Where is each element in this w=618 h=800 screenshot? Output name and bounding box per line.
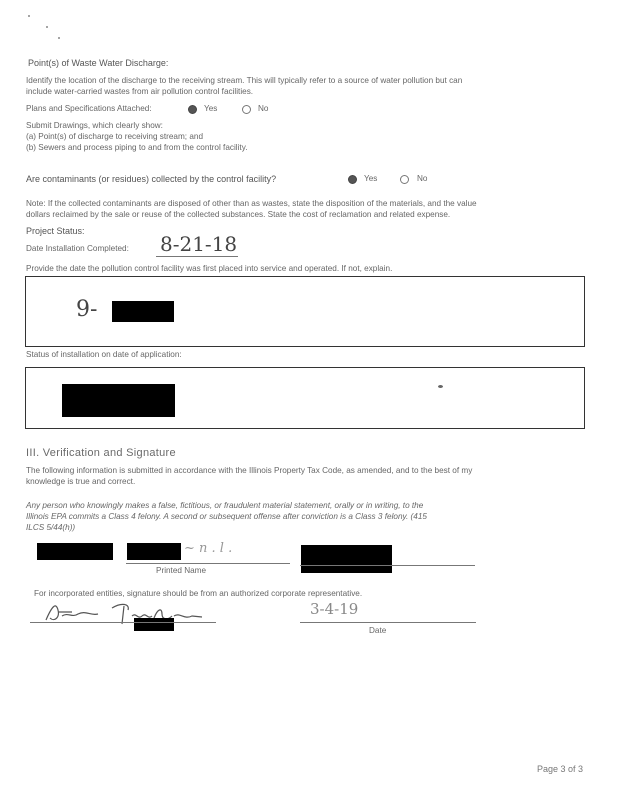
contaminants-no-label: No xyxy=(417,174,428,183)
redaction-box xyxy=(62,384,175,417)
date-completed-label: Date Installation Completed: xyxy=(26,244,129,253)
date-completed-underline xyxy=(156,256,238,257)
date-signed-value: 3-4-19 xyxy=(310,600,359,618)
contaminants-yes-radio[interactable] xyxy=(348,175,357,184)
contaminants-note-line1: Note: If the collected contaminants are disposed of other than as wastes, state the disposition of the materials, and the value xyxy=(26,199,477,208)
handwritten-signature xyxy=(42,598,222,628)
redaction-box xyxy=(127,543,181,560)
felony-warning-line2: Illinois EPA commits a Class 4 felony. A second or subsequent offense after conviction is a Class 3 felony. (415 xyxy=(26,512,427,521)
date-line xyxy=(300,622,476,623)
date-label: Date xyxy=(369,626,387,635)
plans-yes-label: Yes xyxy=(204,104,218,113)
submit-drawings-line2: (a) Point(s) of discharge to receiving stream; and xyxy=(26,132,204,141)
explanation-handwriting: 9- xyxy=(76,297,98,322)
contaminants-no-radio[interactable] xyxy=(400,175,409,184)
page-number: Page 3 of 3 xyxy=(537,764,584,774)
felony-warning-line1: Any person who knowingly makes a false, fictitious, or fraudulent material statement, orally or in writing, to the xyxy=(26,501,424,510)
redaction-box xyxy=(301,545,392,573)
felony-warning-line3: ILCS 5/44(h)) xyxy=(26,523,76,532)
scan-speck xyxy=(438,385,443,388)
redaction-box xyxy=(37,543,113,560)
discharge-desc-line2: include water-carried wastes from air pollution control facilities. xyxy=(26,87,254,96)
verification-heading: III. Verification and Signature xyxy=(26,447,176,459)
installation-status-label: Status of installation on date of application: xyxy=(26,350,182,359)
plans-no-radio[interactable] xyxy=(242,105,251,114)
discharge-desc-line1: Identify the location of the discharge to the receiving stream. This will typically refer to a source of water pollution but can xyxy=(26,76,463,85)
printed-name-line xyxy=(126,563,290,564)
incorporated-entity-note: For incorporated entities, signature should be from an authorized corporate representative. xyxy=(34,589,363,598)
scan-speck xyxy=(46,26,48,28)
signature-line xyxy=(30,622,216,623)
date-completed-value: 8-21-18 xyxy=(160,232,238,256)
explanation-box[interactable] xyxy=(25,276,585,347)
printed-name-handwriting: ~ n . l . xyxy=(184,541,233,556)
installation-status-box[interactable] xyxy=(25,367,585,429)
provide-date-instruction: Provide the date the pollution control facility was first placed into service and operated. If not, explain. xyxy=(26,264,393,273)
redaction-box xyxy=(134,618,174,631)
printed-name-label: Printed Name xyxy=(156,566,207,575)
contaminants-note-line2: dollars reclaimed by the sale or reuse of the collected substances. State the cost of reclamation and related expense. xyxy=(26,210,451,219)
project-status-heading: Project Status: xyxy=(26,226,85,236)
submit-drawings-line1: Submit Drawings, which clearly show: xyxy=(26,121,163,130)
contaminants-question: Are contaminants (or residues) collected by the control facility? xyxy=(26,174,277,184)
plans-no-label: No xyxy=(258,104,269,113)
verification-paragraph-line2: knowledge is true and correct. xyxy=(26,477,136,486)
redaction-box xyxy=(112,301,174,322)
verification-paragraph-line1: The following information is submitted in accordance with the Illinois Property Tax Code, as amended, and to the best of my xyxy=(26,466,473,475)
discharge-heading: Point(s) of Waste Water Discharge: xyxy=(28,58,169,68)
plans-attached-label: Plans and Specifications Attached: xyxy=(26,104,152,113)
title-line xyxy=(300,565,475,566)
scan-speck xyxy=(28,15,30,17)
plans-yes-radio[interactable] xyxy=(188,105,197,114)
submit-drawings-line3: (b) Sewers and process piping to and from the control facility. xyxy=(26,143,248,152)
scan-speck xyxy=(58,37,60,39)
contaminants-yes-label: Yes xyxy=(364,174,378,183)
